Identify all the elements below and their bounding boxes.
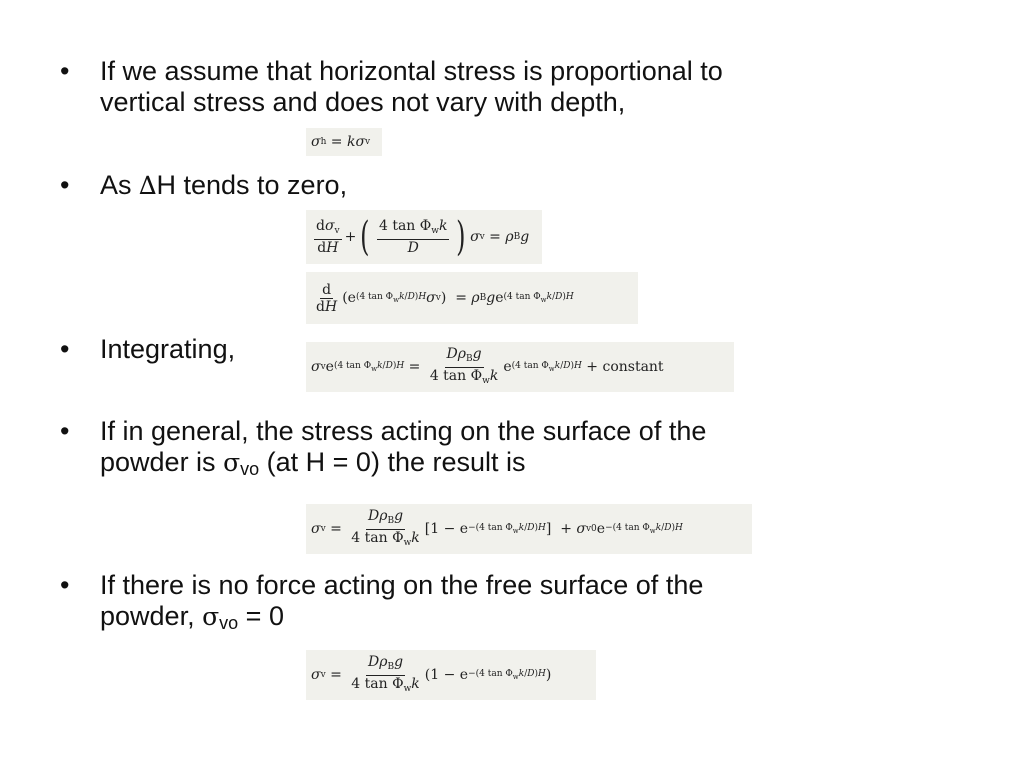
bullet-line: vertical stress and does not vary with depth, (100, 87, 626, 117)
bullet-line: Integrating, (100, 334, 236, 364)
bullet-marker: • (60, 170, 70, 200)
bullet-marker: • (60, 570, 70, 600)
bullet-free-surface (60, 570, 940, 639)
formula-image: $\frac{d\sigma_v}{dH}$ + ( $\frac{4 \tan \Phi_wk}{D}$ ) σ v = ρ B g (306, 210, 542, 264)
formula-image: $\frac{d}{dH}$ (e (4 $\tan \Phi_wk/D)H$ σ v ) = ρ B g e (4 $\tan \Phi_wk/D)H$ (306, 272, 638, 324)
bullet-line: If in general, the stress acting on the surface of the (100, 416, 707, 446)
bullet-line: powder is $\sigma_{vo}$ (at H = 0) the result is (100, 447, 526, 479)
bullet-marker: • (60, 56, 70, 86)
bullet-horizontal-stress (60, 56, 940, 118)
formula-image: σ v e (4 $\tan \Phi_wk/D)H$ = $\frac{D\rho_Bg}{4 \tan \Phi_wk}$ e (4 $\tan \Phi_wk/D)H$ + constant (306, 342, 734, 392)
bullet-delta-h (60, 170, 940, 201)
formula-image: σ v = $\frac{D\rho_Bg}{4 \tan \Phi_wk}$ [1 − e −(4 $\tan \Phi_wk/D)H$ ] + σ v0 e −(4 $\tan \Phi_wk/D)H$ (306, 504, 752, 554)
formula-image: σ v = $\frac{D\rho_Bg}{4 \tan \Phi_wk}$ (1 − e −(4 $\tan \Phi_wk/D)H$ ) (306, 650, 596, 700)
bullet-line: powder, $\sigma_{vo} = 0$ (100, 601, 284, 633)
bullet-line: As ∆H tends to zero, (100, 170, 348, 200)
formula-image: σ h = kσ v (306, 128, 382, 156)
bullet-line: If there is no force acting on the free surface of the (100, 570, 704, 600)
bullet-marker: • (60, 334, 70, 364)
bullet-line: If we assume that horizontal stress is proportional to (100, 56, 723, 86)
bullet-surface-stress (60, 416, 940, 485)
bullet-marker: • (60, 416, 70, 446)
